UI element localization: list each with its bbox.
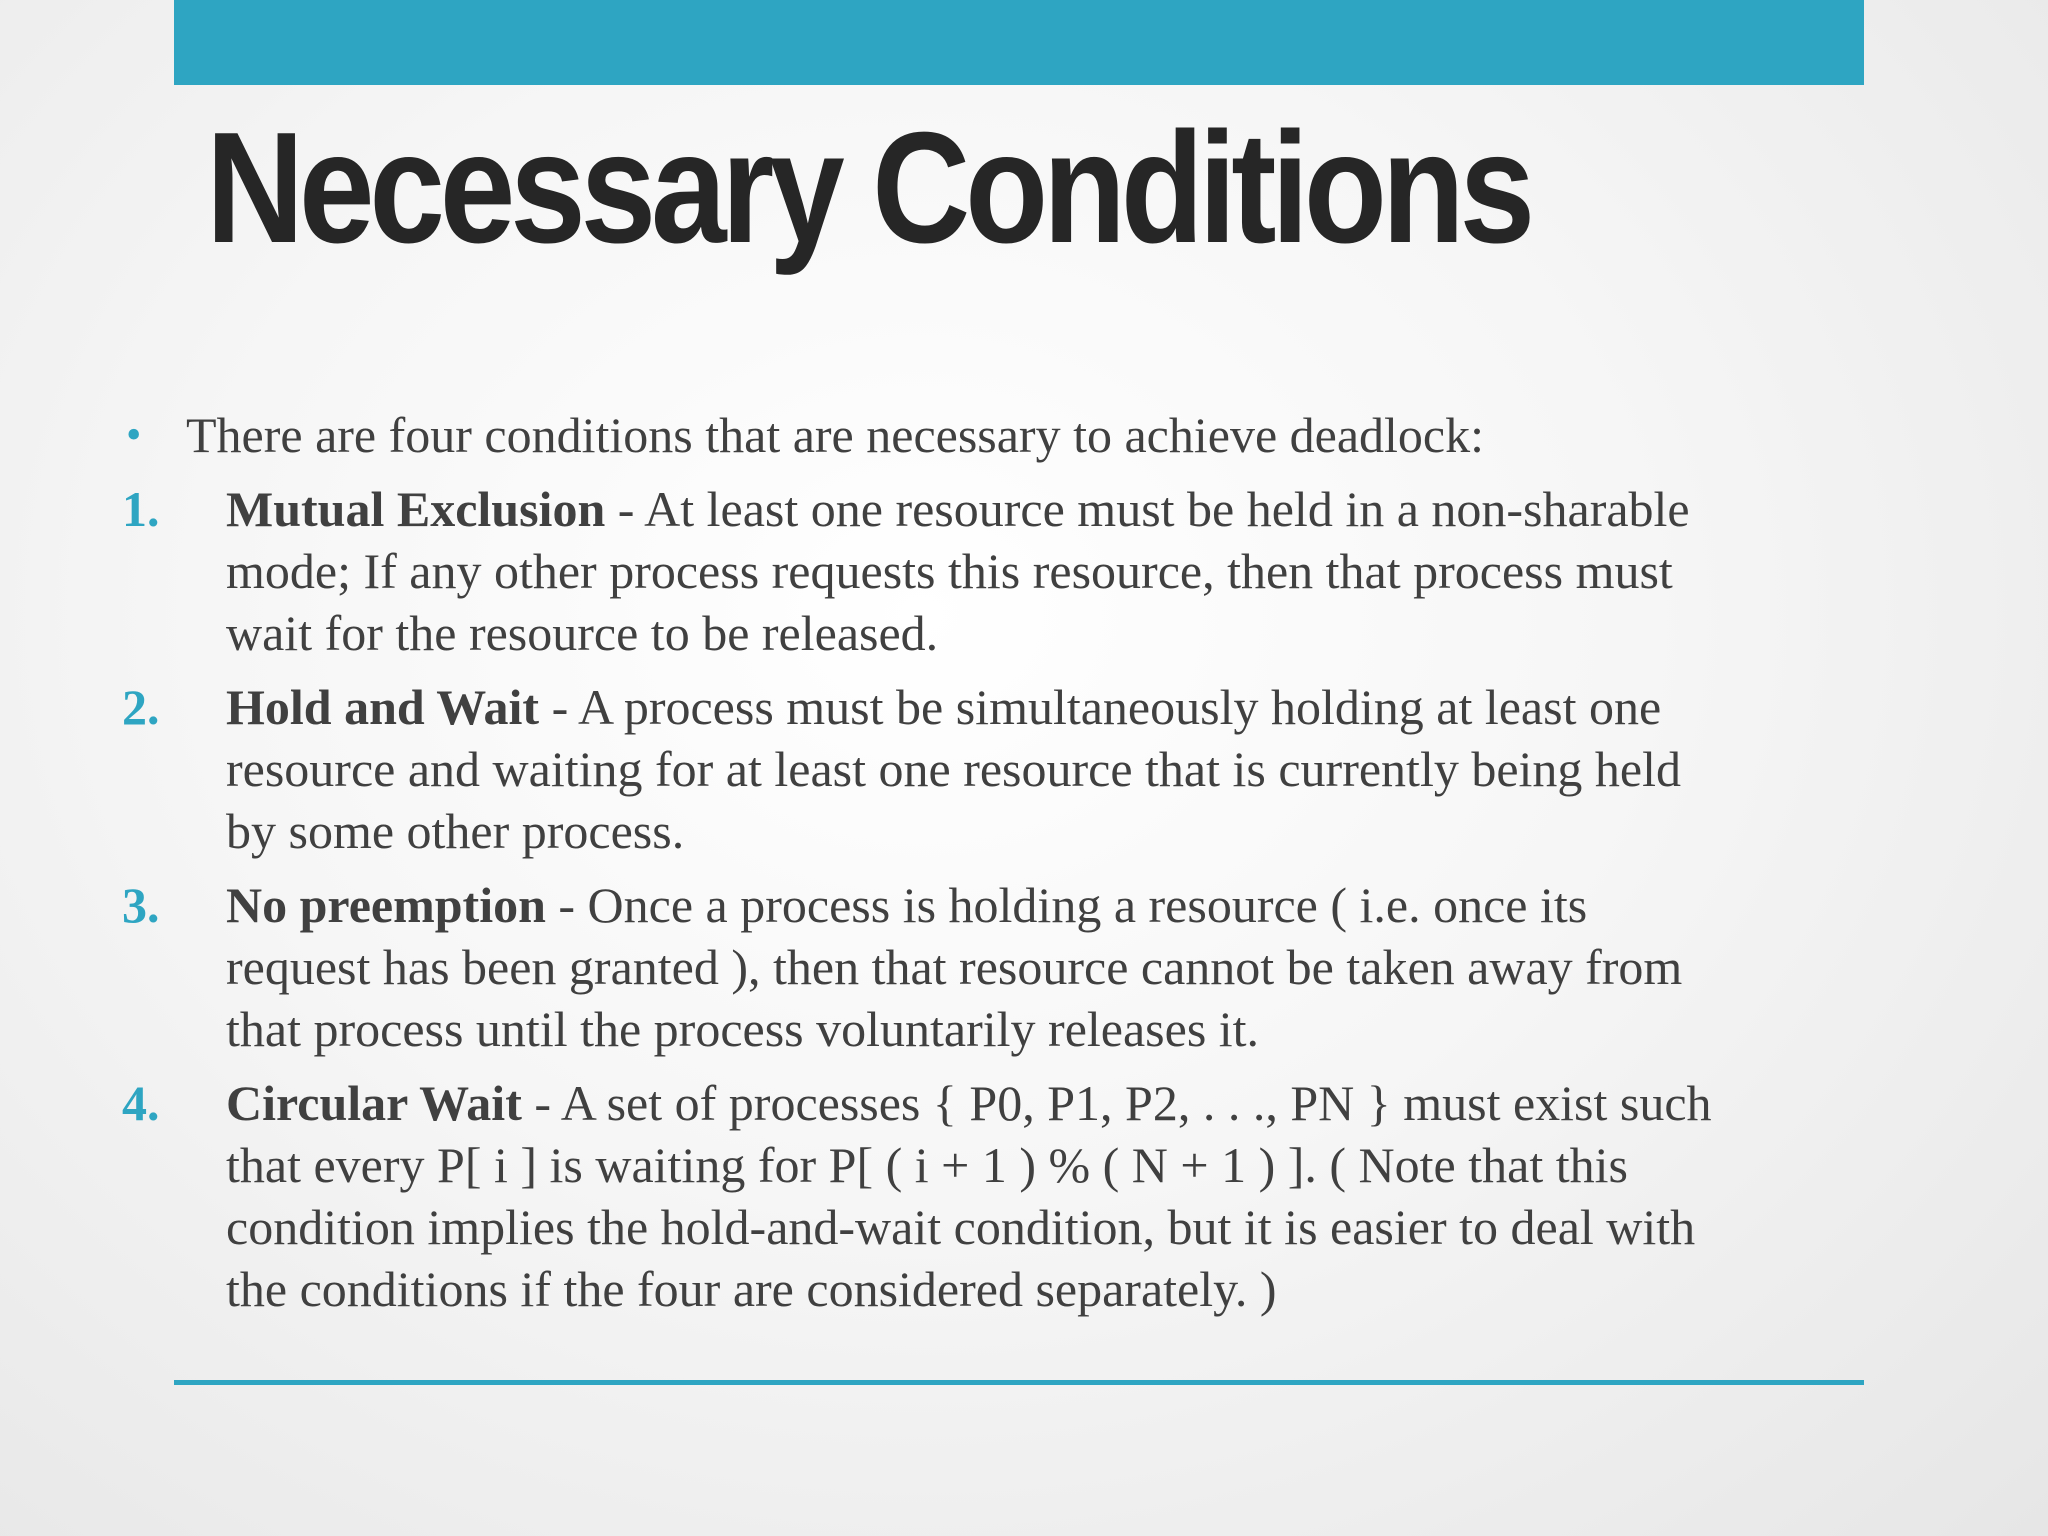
slide-body — [118, 404, 1938, 1320]
intro-bullet — [118, 404, 1938, 466]
item-text: - Once a process is holding a resource ( i.e. once its — [545, 877, 1588, 933]
item-line — [226, 676, 1938, 738]
item-term: No preemption — [226, 877, 546, 933]
item-line — [226, 1072, 1938, 1134]
item-number: 2. — [122, 679, 160, 735]
item-line: request has been granted ), then that resource cannot be taken away from — [226, 939, 1683, 995]
condition-item-3 — [118, 874, 1938, 1060]
condition-item-4 — [118, 1072, 1938, 1320]
item-line: the conditions if the four are considered separately. ) — [226, 1261, 1277, 1317]
top-accent-bar — [174, 0, 1864, 85]
item-line: by some other process. — [226, 803, 685, 859]
item-number: 1. — [122, 481, 160, 537]
bottom-divider — [174, 1380, 1864, 1385]
item-text: - At least one resource must be held in a non-sharable — [605, 481, 1690, 537]
item-line: wait for the resource to be released. — [226, 605, 939, 661]
item-line: that every P[ i ] is waiting for P[ ( i + 1 ) % ( N + 1 ) ]. ( Note that this — [226, 1137, 1628, 1193]
condition-item-1 — [118, 478, 1938, 664]
item-term: Circular Wait — [226, 1075, 522, 1131]
bullet-dot-icon: • — [126, 410, 142, 459]
slide-title: Necessary Conditions — [206, 100, 1531, 276]
item-number: 3. — [122, 877, 160, 933]
item-term: Hold and Wait — [226, 679, 540, 735]
intro-text: There are four conditions that are necessary to achieve deadlock: — [186, 407, 1484, 463]
item-line: mode; If any other process requests this resource, then that process must — [226, 543, 1673, 599]
item-line: condition implies the hold-and-wait condition, but it is easier to deal with — [226, 1199, 1696, 1255]
item-line: resource and waiting for at least one resource that is currently being held — [226, 741, 1682, 797]
item-text: - A set of processes { P0, P1, P2, . . ., PN } must exist such — [521, 1075, 1712, 1131]
item-number: 4. — [122, 1075, 160, 1131]
item-line: that process until the process voluntarily releases it. — [226, 1001, 1260, 1057]
condition-item-2 — [118, 676, 1938, 862]
item-term: Mutual Exclusion — [226, 481, 606, 537]
item-line — [226, 874, 1938, 936]
item-line — [226, 478, 1938, 540]
item-text: - A process must be simultaneously holding at least one — [539, 679, 1662, 735]
